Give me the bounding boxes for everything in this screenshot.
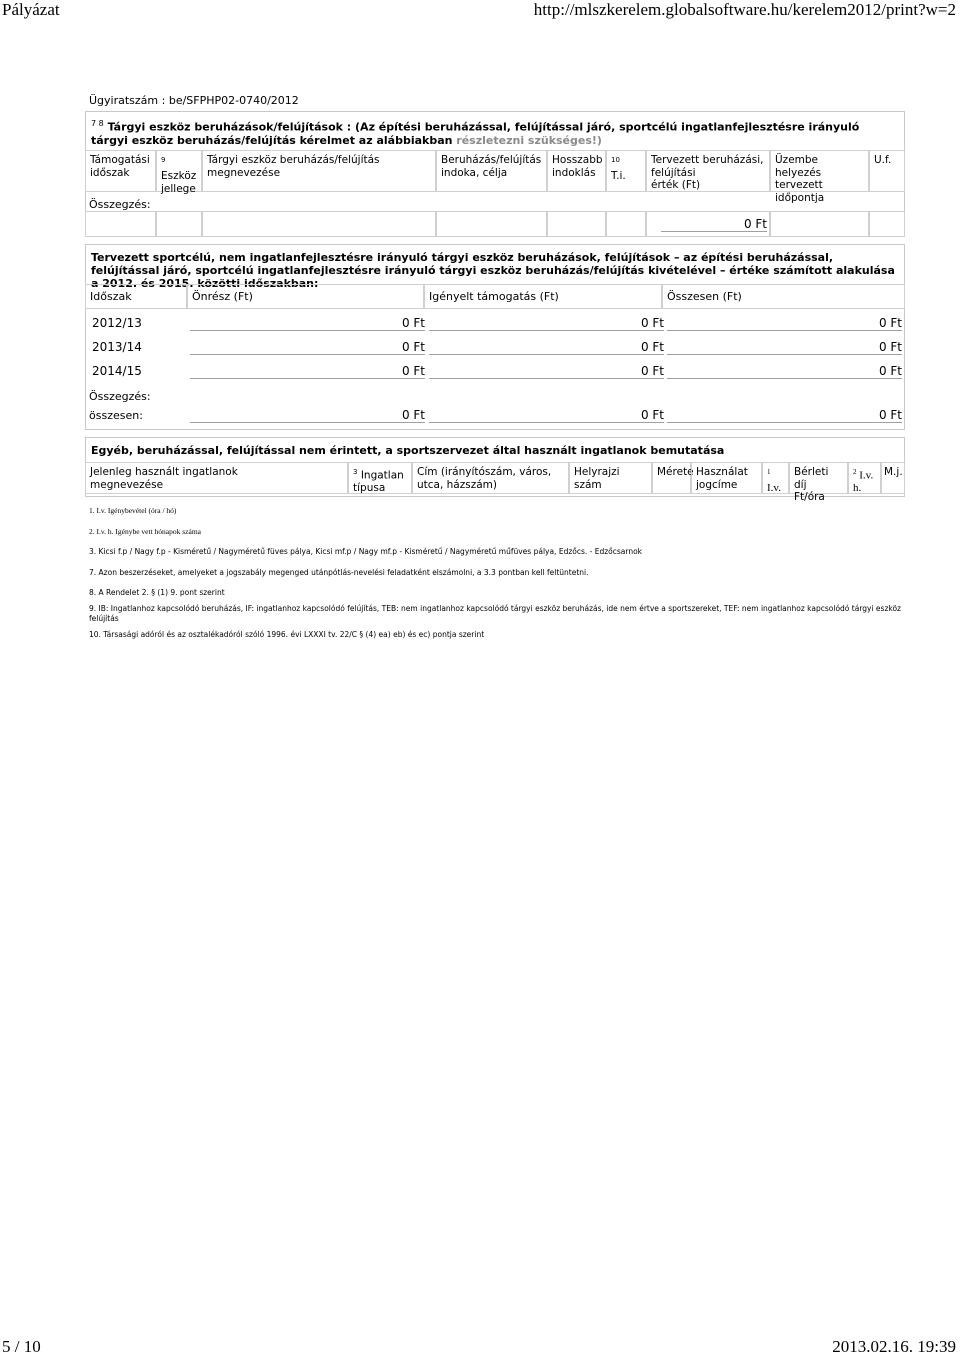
col-header: Beruházás/felújítás indoka, célja [436, 150, 547, 192]
footnote: 1. I.v. Igénybevétel (óra / hó) [89, 506, 177, 515]
col-header: Használat jogcíme [691, 462, 762, 494]
section-other-properties-title: Egyéb, beruházással, felújítással nem érintett, a sportszervezet által használt ingatlanok bemutatása [91, 444, 725, 457]
footnote: 10. Társasági adóról és az osztalékadóról szóló 1996. évi LXXXI tv. 22/C § (4) ea) eb) és ec) pontja szerint [89, 630, 485, 639]
footnote: 3. Kicsi f.p / Nagy f.p - Kisméretű / Nagyméretű füves pálya, Kicsi mf.p / Nagy mf.p - Kisméretű / Nagyméretű műfüves pálya, Edzőcs. - Edzőcsarnok [89, 547, 643, 556]
col-header: Üzembe helyezés tervezett időpontja [770, 150, 869, 192]
forecast-table-header [85, 284, 905, 309]
page-number: 5 / 10 [2, 1337, 41, 1356]
requested-support-value: 0 Ft [429, 364, 664, 379]
col-header: Hosszabb indoklás [547, 150, 606, 192]
row-total-value: 0 Ft [667, 316, 902, 331]
own-share-total: 0 Ft [190, 408, 425, 423]
requested-support-value: 0 Ft [429, 316, 664, 331]
own-share-value: 0 Ft [190, 316, 425, 331]
col-header: Bérleti díj Ft/óra [789, 462, 848, 494]
col-header: M.j. [881, 462, 905, 494]
col-header: Önrész (Ft) [187, 284, 424, 309]
grand-total: 0 Ft [667, 408, 902, 423]
col-header: Támogatási időszak [85, 150, 156, 192]
section-asset-investments-title [91, 117, 881, 147]
summary-label: Összegzés: [89, 390, 151, 403]
planned-value-total: 0 Ft [661, 217, 767, 232]
col-header: $^1$ I.v. [762, 462, 789, 494]
case-number: Ügyiratszám : be/SFPHP02-0740/2012 [89, 94, 299, 107]
title-faded-text: részletezni szükséges!) [456, 133, 602, 147]
col-header: Tárgyi eszköz beruházás/felújítás megnevezése [202, 150, 436, 192]
title-footnote-ref: 7 8 [91, 119, 104, 128]
footnote: 8. A Rendelet 2. § (1) 9. pont szerint [89, 588, 225, 597]
col-header: Tervezett beruházási, felújítási érték (Ft) [646, 150, 770, 192]
own-share-value: 0 Ft [190, 364, 425, 379]
summary-label: Összegzés: [89, 198, 151, 211]
period-label: 2012/13 [92, 316, 142, 330]
col-header: $^2$ I.v. h. [848, 462, 881, 494]
header-title: Pályázat [2, 0, 60, 19]
period-label: 2013/14 [92, 340, 142, 354]
col-header: $^3$ Ingatlan típusa [348, 462, 412, 494]
row-total-value: 0 Ft [667, 340, 902, 355]
footnote: 9. IB: Ingatlanhoz kapcsolódó beruházás, IF: ingatlanhoz kapcsolódó felújítás, TEB: nem ingatlanhoz kapcsolódó tárgyi eszköz beruházás, ide nem értve a sportszereket, TEF: nem ingatlanhoz kapcsolódó tárgyi eszköz felújítás [89, 604, 901, 623]
own-share-value: 0 Ft [190, 340, 425, 355]
asset-summary-row [85, 211, 905, 237]
col-header: Jelenleg használt ingatlanok megnevezése [85, 462, 348, 494]
print-datetime: 2013.02.16. 19:39 [832, 1337, 956, 1356]
asset-table-header [85, 150, 905, 204]
col-header: U.f. [869, 150, 905, 192]
col-header: Igényelt támogatás (Ft) [424, 284, 662, 309]
header-url: http://mlszkerelem.globalsoftware.hu/kerelem2012/print?w=2 [533, 0, 956, 19]
col-header: Összesen (Ft) [662, 284, 905, 309]
total-label: összesen: [89, 409, 143, 422]
footnote: 7. Azon beszerzéseket, amelyeket a jogszabály megenged utánpótlás-nevelési feladatként elszámolni, a 3.3 pontban kell feltüntetni. [89, 568, 589, 577]
section-value-forecast-title: Tervezett sportcélú, nem ingatlanfejlesztésre irányuló tárgyi eszköz beruházások, felújítások – az építési beruházással, felújítással járó, sportcélú ingatlanfejlesztésre irányuló tárgyi eszköz beruházás/felújítás kivételével – értéke számított alakulása a 2012. és 2015. közötti időszakban: [91, 251, 895, 290]
col-header: $^9$ Eszköz jellege [156, 150, 202, 192]
col-header: Cím (irányítószám, város, utca, házszám) [412, 462, 569, 494]
col-header: Időszak [85, 284, 187, 309]
period-label: 2014/15 [92, 364, 142, 378]
col-header: Mérete [652, 462, 691, 494]
requested-support-value: 0 Ft [429, 340, 664, 355]
footnote: 2. I.v. h. Igénybe vett hónapok száma [89, 527, 201, 536]
col-header: Helyrajzi szám [569, 462, 652, 494]
title-bold-text: Tárgyi eszköz beruházások/felújítások : (Az építési beruházással, felújítással járó, sportcélú ingatlanfejlesztésre irányuló tárgyi eszköz beruházás/felújítás kérelmet az alábbiakban [91, 120, 860, 147]
properties-table-header [85, 462, 905, 503]
requested-support-total: 0 Ft [429, 408, 664, 423]
col-header: $^{10}$ T.i. [606, 150, 646, 192]
row-total-value: 0 Ft [667, 364, 902, 379]
